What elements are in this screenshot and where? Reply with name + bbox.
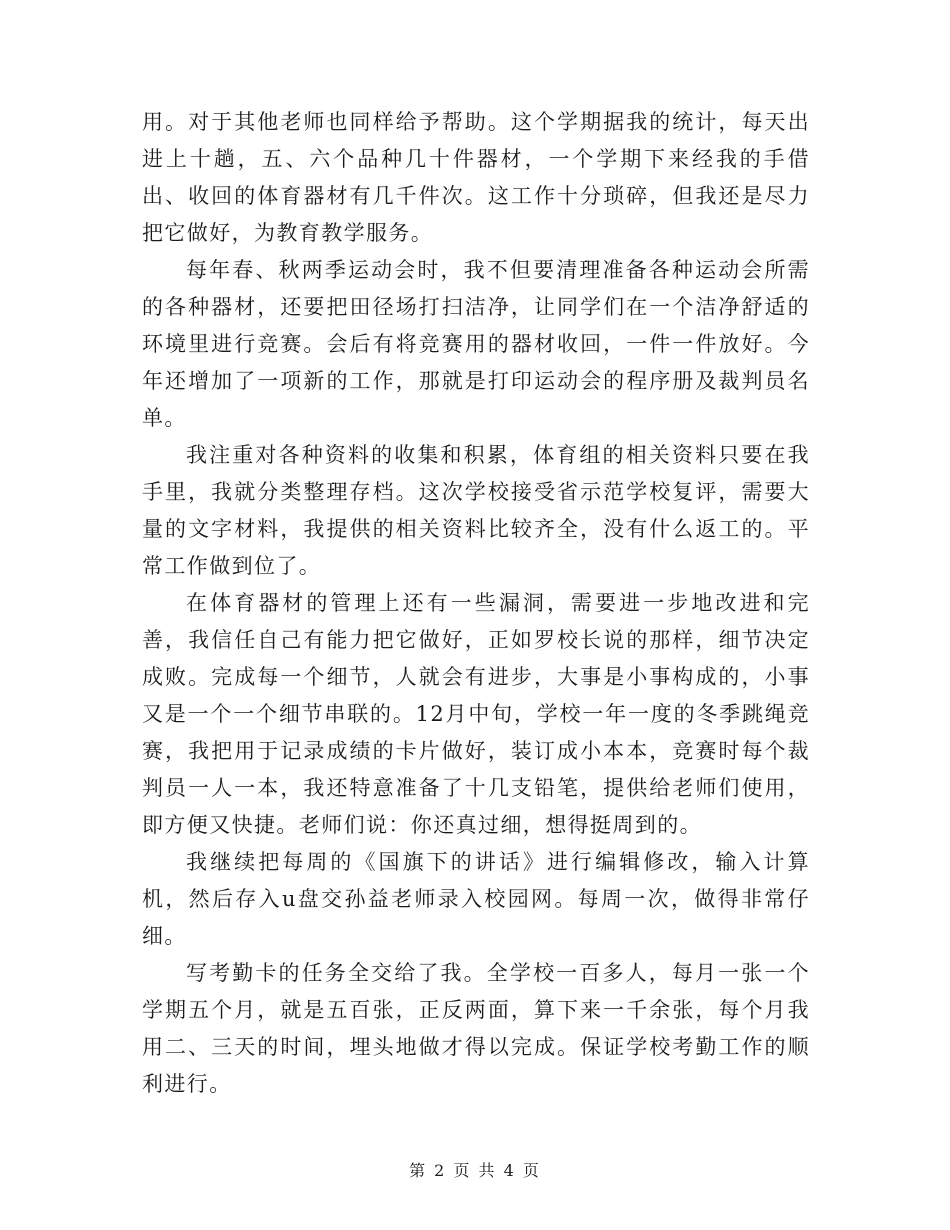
paragraph-2: 每年春、秋两季运动会时，我不但要清理准备各种运动会所需的各种器材，还要把田径场打扫洁净，让同学们在一个洁净舒适的环境里进行竞赛。会后有将竞赛用的器材收回，一件一件放好。今年还增加了一项新的工作，那就是打印运动会的程序册及裁判员名单。 xyxy=(142,258,810,430)
paragraph-3: 我注重对各种资料的收集和积累，体育组的相关资料只要在我手里，我就分类整理存档。这次学校接受省示范学校复评，需要大量的文字材料，我提供的相关资料比较齐全，没有什么返工的。平常工作做到位了。 xyxy=(142,443,810,578)
paragraph-4: 在体育器材的管理上还有一些漏洞，需要进一步地改进和完善，我信任自己有能力把它做好，正如罗校长说的那样，细节决定成败。完成每一个细节，人就会有进步，大事是小事构成的，小事又是一个一个细节串联的。12月中旬，学校一年一度的冬季跳绳竞赛，我把用于记录成绩的卡片做好，装订成小本本，竞赛时每个裁判员一人一本，我还特意准备了十几支铅笔，提供给老师们使用，即方便又快捷。老师们说：你还真过细，想得挺周到的。 xyxy=(142,591,810,837)
page-number-footer: 第 2 页 共 4 页 xyxy=(409,1161,541,1180)
paragraph-1: 用。对于其他老师也同样给予帮助。这个学期据我的统计，每天出进上十趟，五、六个品种几十件器材，一个学期下来经我的手借出、收回的体育器材有几千件次。这工作十分琐碎，但我还是尽力把它做好，为教育教学服务。 xyxy=(142,110,810,245)
paragraph-6: 写考勤卡的任务全交给了我。全学校一百多人，每月一张一个学期五个月，就是五百张，正反两面，算下来一千余张，每个月我用二、三天的时间，埋头地做才得以完成。保证学校考勤工作的顺利进行。 xyxy=(142,961,810,1096)
paragraph-5: 我继续把每周的《国旗下的讲话》进行编辑修改，输入计算机，然后存入u盘交孙益老师录入校园网。每周一次，做得非常仔细。 xyxy=(142,850,810,948)
document-body xyxy=(142,104,810,1103)
